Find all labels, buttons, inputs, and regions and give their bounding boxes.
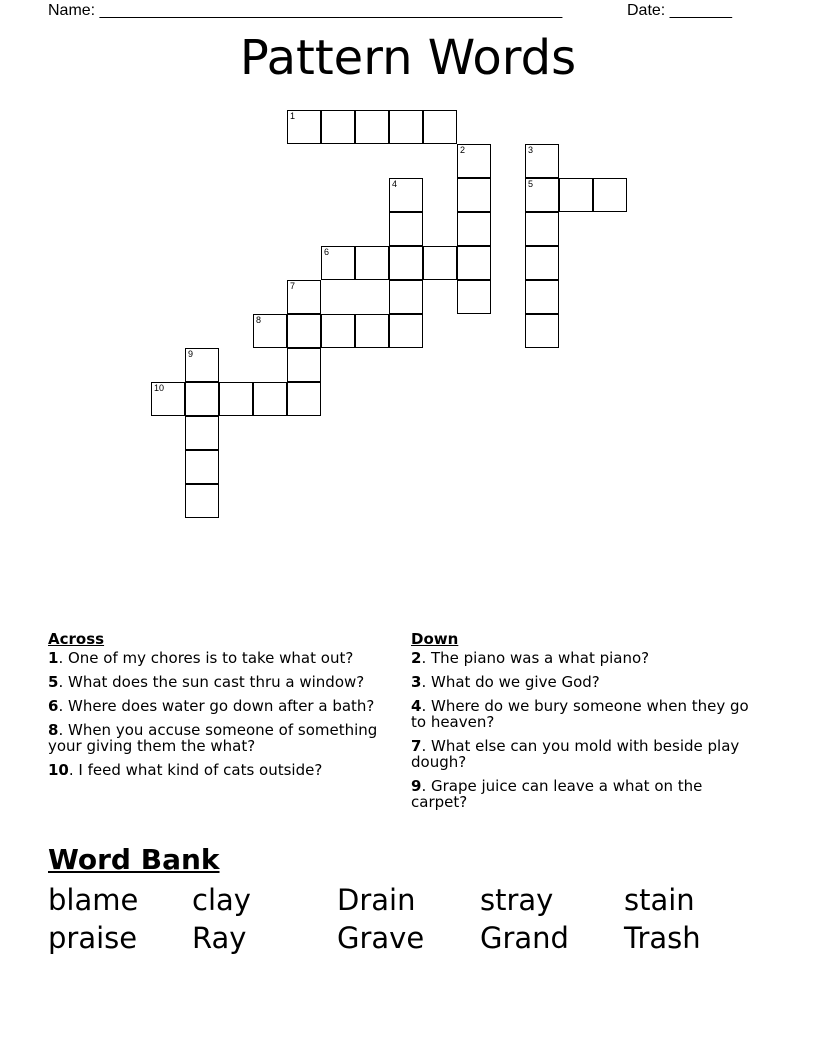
grid-cell[interactable] [287, 110, 321, 144]
grid-cell[interactable] [151, 382, 185, 416]
grid-cell[interactable] [321, 110, 355, 144]
across-clues [48, 630, 398, 786]
word-bank-word: Grand [480, 921, 569, 955]
clue-text: I feed what kind of cats outside? [78, 761, 323, 779]
grid-cell[interactable] [355, 246, 389, 280]
clue-num: 10 [48, 761, 69, 779]
clue-down: 3. What do we give God? [411, 673, 600, 691]
grid-cell[interactable] [185, 382, 219, 416]
down-clues [411, 630, 761, 818]
across-heading: Across [48, 630, 105, 648]
clue-num: 8 [48, 721, 59, 739]
grid-cell[interactable] [525, 280, 559, 314]
clue-number: 4 [392, 179, 398, 189]
grid-cell[interactable] [525, 314, 559, 348]
grid-cell[interactable] [321, 314, 355, 348]
clue-across: 6. Where does water go down after a bath? [48, 697, 375, 715]
date-field-label: Date: _______ [627, 2, 732, 19]
word-bank-word: praise [48, 921, 138, 955]
clue-across: 10. I feed what kind of cats outside? [48, 761, 323, 779]
grid-cell[interactable] [423, 246, 457, 280]
page-title: Pattern Words [239, 30, 577, 86]
name-field-label: Name: ____________________________________________________ [48, 2, 563, 19]
grid-cell[interactable] [389, 314, 423, 348]
clue-across: 8. When you accuse someone of something your giving them the what? [48, 721, 378, 755]
word-bank-title: Word Bank [48, 843, 220, 876]
clue-number: 9 [188, 349, 194, 359]
clue-down: 2. The piano was a what piano? [411, 649, 650, 667]
clue-number: 8 [256, 315, 262, 325]
clue-number: 5 [528, 179, 534, 189]
grid-cell[interactable] [457, 280, 491, 314]
word-bank-word: Drain [337, 883, 416, 917]
clue-down: 9. Grape juice can leave a what on the carpet? [411, 777, 703, 811]
clue-number: 6 [324, 247, 330, 257]
grid-cell[interactable] [457, 246, 491, 280]
word-bank-word: Ray [192, 921, 247, 955]
clue-text: Where do we bury someone when they go to heaven? [411, 697, 749, 731]
clue-num: 4 [411, 697, 422, 715]
grid-cell[interactable] [559, 178, 593, 212]
clue-text: Grape juice can leave a what on the carpet? [411, 777, 703, 811]
clue-text: Where does water go down after a bath? [67, 697, 375, 715]
clue-down: 7. What else can you mold with beside play dough? [411, 737, 740, 771]
clue-number: 10 [154, 383, 165, 393]
grid-cell[interactable] [389, 110, 423, 144]
grid-cell[interactable] [287, 348, 321, 382]
clue-number: 2 [460, 145, 466, 155]
clue-number: 1 [290, 111, 296, 121]
grid-cell[interactable] [525, 246, 559, 280]
grid-cell[interactable] [253, 382, 287, 416]
grid-cell[interactable] [389, 246, 423, 280]
clue-num: 1 [48, 649, 59, 667]
grid-cell[interactable] [287, 382, 321, 416]
word-bank-word: clay [192, 883, 251, 917]
clue-text: The piano was a what piano? [430, 649, 650, 667]
clue-num: 6 [48, 697, 59, 715]
clue-text: One of my chores is to take what out? [67, 649, 354, 667]
word-bank-word: Trash [624, 921, 701, 955]
grid-cell[interactable] [457, 212, 491, 246]
grid-cell[interactable] [457, 144, 491, 178]
grid-cell[interactable] [457, 178, 491, 212]
grid-cell[interactable] [185, 484, 219, 518]
clue-num: 5 [48, 673, 59, 691]
grid-cell[interactable] [287, 314, 321, 348]
grid-cell[interactable] [253, 314, 287, 348]
grid-cell[interactable] [185, 416, 219, 450]
grid-cell[interactable] [287, 280, 321, 314]
grid-cell[interactable] [321, 246, 355, 280]
clue-text: When you accuse someone of something your giving them the what? [48, 721, 378, 755]
clue-num: 7 [411, 737, 422, 755]
word-bank-word: stray [480, 883, 554, 917]
grid-cell[interactable] [219, 382, 253, 416]
grid-cell[interactable] [525, 212, 559, 246]
clue-num: 9 [411, 777, 422, 795]
clue-num: 3 [411, 673, 422, 691]
clue-down: 4. Where do we bury someone when they go to heaven? [411, 697, 749, 731]
clue-text: What else can you mold with beside play dough? [411, 737, 740, 771]
word-bank-word: blame [48, 883, 139, 917]
grid-cell[interactable] [593, 178, 627, 212]
word-bank-word: Grave [337, 921, 425, 955]
grid-cell[interactable] [185, 450, 219, 484]
clue-text: What do we give God? [430, 673, 600, 691]
grid-cell[interactable] [389, 280, 423, 314]
clue-number: 3 [528, 145, 534, 155]
clue-across: 1. One of my chores is to take what out? [48, 649, 354, 667]
grid-cell[interactable] [355, 110, 389, 144]
grid-cell[interactable] [185, 348, 219, 382]
clue-across: 5. What does the sun cast thru a window? [48, 673, 365, 691]
grid-cell[interactable] [525, 144, 559, 178]
grid-cell[interactable] [423, 110, 457, 144]
clue-num: 2 [411, 649, 422, 667]
clue-text: What does the sun cast thru a window? [67, 673, 365, 691]
grid-cell[interactable] [389, 212, 423, 246]
grid-cell[interactable] [525, 178, 559, 212]
word-bank-word: stain [624, 883, 695, 917]
grid-cell[interactable] [355, 314, 389, 348]
down-heading: Down [411, 630, 459, 648]
grid-cell[interactable] [389, 178, 423, 212]
clue-number: 7 [290, 281, 296, 291]
